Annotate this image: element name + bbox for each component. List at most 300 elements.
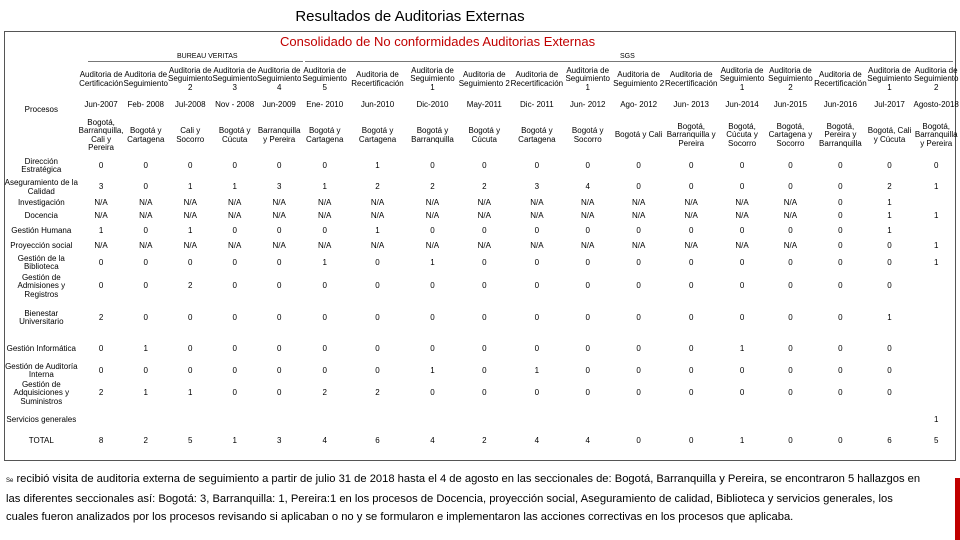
location-cell: Bogotá, Barranquilla y Pereira	[666, 122, 716, 148]
table-row	[4, 406, 960, 435]
value-cell: 2	[375, 182, 380, 192]
value-cell: 0	[143, 281, 148, 291]
value-cell: 0	[585, 281, 590, 291]
period-cell: Jul-2008	[174, 99, 206, 109]
value-cell: N/A	[318, 211, 332, 221]
value-cell: 0	[375, 258, 380, 268]
total-cell: 6	[375, 435, 380, 445]
value-cell: N/A	[425, 211, 440, 221]
process-name: Gestión de Admisiones y Registros	[17, 272, 66, 299]
period-cell: May-2011	[466, 99, 502, 109]
location-cell: Bogotá, Cúcuta y Socorro	[726, 122, 758, 148]
value-cell: 0	[534, 312, 540, 322]
audit-type-cell: Auditoria de Seguimiento	[123, 70, 168, 88]
value-cell: 0	[739, 388, 745, 398]
period-cell: Jul-2017	[874, 99, 905, 109]
value-cell: 0	[98, 366, 104, 376]
value-cell: N/A	[272, 241, 286, 251]
value-cell: 3	[534, 182, 540, 192]
period-cell: Feb- 2008	[127, 99, 164, 109]
location-cell: Bogotá y Cartagena	[306, 126, 344, 144]
location-cell: Barranquilla y Pereira	[257, 126, 301, 144]
value-cell: 0	[276, 312, 282, 322]
value-cell: 0	[276, 225, 282, 235]
sgs-label: SGS	[620, 53, 635, 60]
process-name: Investigación	[17, 197, 65, 207]
value-cell: N/A	[139, 211, 153, 221]
location-cell: Bogotá y Cúcuta	[218, 126, 251, 144]
total-cell: 0	[636, 435, 641, 445]
value-cell: 0	[788, 160, 793, 170]
audit-type-cell: Auditoria de Seguimiento 1	[719, 67, 765, 92]
location-cell: Bogotá y Cartagena	[127, 126, 165, 144]
period-cell: Jun-2010	[360, 99, 395, 109]
value-cell: N/A	[783, 211, 798, 221]
total-cell: 0	[788, 435, 793, 445]
value-cell: N/A	[370, 211, 385, 221]
value-cell: 0	[636, 258, 641, 268]
period-cell: Jun-2016	[823, 99, 858, 109]
value-cell: N/A	[272, 211, 286, 221]
value-cell: N/A	[272, 197, 286, 207]
total-cell: 2	[143, 435, 148, 445]
value-cell: 0	[739, 225, 745, 235]
value-cell: 0	[143, 366, 148, 376]
audit-type-cell: Auditoria de Recertificación	[510, 70, 564, 88]
value-cell: 1	[887, 197, 892, 207]
value-cell: 2	[430, 182, 435, 192]
value-cell	[563, 406, 612, 435]
value-cell: 0	[838, 241, 843, 251]
location-cell: Bogotá y Socorro	[571, 126, 604, 144]
value-cell	[301, 406, 348, 435]
value-cell: 0	[838, 343, 843, 353]
value-cell: N/A	[477, 197, 491, 207]
value-cell: 0	[887, 258, 892, 268]
location-cell: Bogotá, Cartagena y Socorro	[768, 122, 813, 148]
value-cell: 2	[482, 182, 487, 192]
value-cell: 0	[322, 160, 327, 170]
value-cell	[79, 406, 124, 435]
value-cell	[511, 406, 563, 435]
value-cell: 0	[232, 388, 237, 398]
footer-text: recibió visita de auditoria externa de seguimiento a partir de julio 31 de 2018 hasta el 4 de agosto en las seccionales de: Bogotá, Barranquilla y Pereira, se encontraron 5 hallazgos en las diferentes seccionales así: Bogotá: 3, Barranquilla: 1, Pereira:1 en los procesos de Docencia, proyección social, Aseguramiento de calidad, Biblioteca y servicios generales, los cuales fueron analizados por los procesos revisando si aplicaban o no y se formularon e implementaron las acciones correctivas en los procesos que aplicaba.	[6, 473, 921, 523]
value-cell: 0	[143, 258, 148, 268]
value-cell: 0	[585, 312, 590, 322]
value-cell: N/A	[783, 197, 798, 207]
value-cell: 1	[188, 225, 193, 235]
value-cell: 0	[188, 258, 193, 268]
value-cell: 0	[838, 258, 843, 268]
value-cell: 0	[838, 225, 843, 235]
location-cell: Bogotá y Cartagena	[518, 126, 556, 144]
value-cell: 1	[887, 211, 892, 221]
value-cell: N/A	[530, 241, 544, 251]
value-cell: 0	[636, 182, 641, 192]
table-row	[4, 254, 960, 273]
value-cell: 0	[887, 366, 892, 376]
audit-type-cell: Auditoria de Recertificación	[351, 70, 404, 88]
value-cell: 1	[933, 415, 939, 425]
value-cell: 0	[534, 160, 540, 170]
value-cell: 0	[276, 388, 282, 398]
value-cell: 0	[933, 160, 939, 170]
audit-type-cell: Auditoria de Seguimiento 2	[458, 70, 510, 88]
value-cell: 0	[322, 225, 327, 235]
process-name: Proyección social	[10, 241, 73, 251]
value-cell: N/A	[477, 211, 491, 221]
value-cell: 0	[482, 258, 487, 268]
total-cell: 8	[98, 435, 104, 445]
value-cell: 1	[933, 241, 939, 251]
value-cell: 0	[688, 182, 694, 192]
processes-header: Procesos	[24, 104, 58, 114]
value-cell: 0	[838, 197, 843, 207]
value-cell: N/A	[318, 197, 332, 207]
value-cell: 0	[232, 225, 237, 235]
value-cell: N/A	[631, 211, 646, 221]
value-cell: 0	[322, 343, 327, 353]
total-cell: 2	[482, 435, 487, 445]
process-name: Servicios generales	[6, 415, 77, 425]
value-cell: 0	[739, 366, 745, 376]
value-cell: 0	[838, 366, 843, 376]
table-row	[4, 179, 960, 196]
total-cell: 6	[887, 435, 892, 445]
value-cell: 0	[688, 312, 694, 322]
value-cell: 0	[232, 258, 237, 268]
value-cell: 1	[375, 225, 380, 235]
value-cell: 1	[143, 343, 148, 353]
value-cell: 0	[688, 258, 694, 268]
sgs-divider	[305, 61, 953, 62]
value-cell	[257, 406, 301, 435]
value-cell: 0	[534, 343, 540, 353]
value-cell: 0	[788, 388, 793, 398]
process-name: Aseguramiento de la Calidad	[4, 179, 78, 196]
total-cell: 4	[430, 435, 435, 445]
value-cell: 0	[143, 312, 148, 322]
value-cell: 0	[232, 160, 237, 170]
value-cell	[912, 196, 960, 210]
value-cell: 0	[788, 343, 793, 353]
footer-marker: Se	[6, 478, 14, 484]
total-cell: 4	[322, 435, 327, 445]
value-cell: 1	[933, 182, 939, 192]
value-cell: 0	[276, 258, 282, 268]
value-cell: 0	[232, 281, 237, 291]
value-cell	[168, 406, 212, 435]
value-cell: 2	[887, 182, 892, 192]
process-name: Gestión Humana	[11, 225, 72, 235]
value-cell: 0	[887, 343, 892, 353]
value-cell: 3	[276, 182, 282, 192]
value-cell: 2	[188, 281, 193, 291]
value-cell: 0	[739, 182, 745, 192]
value-cell	[458, 406, 511, 435]
value-cell: 0	[375, 281, 380, 291]
value-cell: 0	[98, 258, 104, 268]
value-cell	[912, 273, 960, 300]
value-cell: 0	[276, 281, 282, 291]
table-row	[4, 362, 960, 381]
value-cell: 1	[143, 388, 148, 398]
period-cell: Ene- 2010	[306, 99, 344, 109]
value-cell: N/A	[684, 211, 698, 221]
audit-type-cell: Auditoria de Seguimiento 2	[613, 70, 665, 88]
location-row	[4, 118, 960, 153]
value-cell: 0	[276, 366, 282, 376]
value-cell: 0	[636, 366, 641, 376]
value-cell: 0	[375, 366, 380, 376]
table-row	[4, 273, 960, 300]
value-cell: N/A	[228, 197, 242, 207]
value-cell: N/A	[94, 197, 108, 207]
value-cell: 0	[585, 366, 590, 376]
value-cell: 0	[688, 160, 694, 170]
value-cell: N/A	[183, 197, 197, 207]
value-cell: N/A	[783, 241, 798, 251]
value-cell: 0	[585, 388, 590, 398]
value-cell	[912, 300, 960, 336]
value-cell: 0	[838, 182, 843, 192]
value-cell: 1	[430, 366, 435, 376]
value-cell: N/A	[139, 197, 153, 207]
total-cell: 5	[933, 435, 939, 445]
value-cell: 0	[688, 343, 694, 353]
period-row	[4, 92, 960, 118]
value-cell: 0	[838, 211, 843, 221]
value-cell: 0	[788, 312, 793, 322]
location-cell: Bogotá y Barranquilla	[411, 126, 454, 144]
value-cell: 0	[739, 312, 745, 322]
value-cell: 0	[838, 160, 843, 170]
value-cell	[348, 406, 407, 435]
value-cell	[212, 406, 256, 435]
period-cell: Nov - 2008	[215, 99, 255, 109]
value-cell: 0	[188, 312, 193, 322]
value-cell: 0	[482, 343, 487, 353]
value-cell	[612, 406, 665, 435]
value-cell: N/A	[581, 197, 595, 207]
value-cell: 0	[188, 366, 193, 376]
value-cell: N/A	[318, 241, 332, 251]
value-cell: 0	[788, 258, 793, 268]
location-cell: Bogotá, Barranquilla y Pereira	[914, 122, 958, 148]
value-cell: 0	[838, 312, 843, 322]
bureau-veritas-label: BUREAU VERITAS	[177, 53, 238, 60]
value-cell: N/A	[581, 211, 595, 221]
value-cell: N/A	[425, 241, 440, 251]
value-cell: N/A	[370, 241, 385, 251]
value-cell	[867, 406, 913, 435]
value-cell: 0	[232, 312, 237, 322]
location-cell: Bogotá y Cali	[614, 130, 663, 140]
value-cell: 0	[688, 388, 694, 398]
value-cell: 0	[430, 281, 435, 291]
process-name: Bienestar Universitario	[19, 308, 64, 326]
value-cell: N/A	[228, 211, 242, 221]
value-cell: 0	[322, 312, 327, 322]
value-cell: 0	[276, 343, 282, 353]
value-cell: 1	[98, 225, 104, 235]
location-cell: Bogotá y Cúcuta	[468, 126, 501, 144]
value-cell: 0	[887, 241, 892, 251]
value-cell: 0	[585, 160, 590, 170]
value-cell	[407, 406, 458, 435]
value-cell: 3	[98, 182, 104, 192]
value-cell: 1	[933, 211, 939, 221]
accent-bar	[955, 478, 960, 540]
value-cell: 0	[585, 225, 590, 235]
value-cell: N/A	[735, 241, 749, 251]
value-cell: 1	[887, 225, 892, 235]
value-cell: 1	[188, 182, 193, 192]
value-cell: 0	[688, 225, 694, 235]
value-cell: 0	[534, 281, 540, 291]
value-cell: 0	[232, 366, 237, 376]
location-cell: Bogotá, Pereira y Barranquilla	[819, 122, 862, 148]
period-cell: Jun-2015	[773, 99, 808, 109]
period-cell: Agosto-2018	[913, 99, 959, 109]
value-cell: 0	[188, 160, 193, 170]
value-cell: 0	[430, 312, 435, 322]
value-cell: 0	[430, 160, 435, 170]
value-cell: 0	[482, 281, 487, 291]
value-cell: N/A	[735, 211, 749, 221]
value-cell: 0	[636, 160, 641, 170]
value-cell	[912, 336, 960, 362]
value-cell: 1	[188, 388, 193, 398]
value-cell: 0	[739, 160, 745, 170]
audit-type-cell: Auditoria de Seguimiento 2	[913, 67, 959, 92]
audit-type-cell: Auditoria de Seguimiento 1	[565, 67, 610, 92]
slide-title: Resultados de Auditorias Externas	[295, 8, 525, 25]
value-cell: 0	[636, 225, 641, 235]
value-cell: 2	[98, 388, 104, 398]
value-cell: 0	[887, 281, 892, 291]
value-cell: 0	[636, 343, 641, 353]
location-cell: Cali y Socorro	[176, 126, 205, 144]
value-cell: N/A	[183, 241, 197, 251]
table-subtitle: Consolidado de No conformidades Auditorias Externas	[280, 34, 596, 49]
value-cell: N/A	[735, 197, 749, 207]
value-cell: 0	[585, 258, 590, 268]
value-cell: 0	[788, 366, 793, 376]
period-cell: Jun-2009	[262, 99, 296, 109]
audit-type-cell: Auditoria de Seguimiento 5	[302, 67, 347, 92]
value-cell: 0	[585, 343, 590, 353]
value-cell: N/A	[684, 241, 698, 251]
total-cell: 4	[585, 435, 590, 445]
process-name: Gestión de Auditoría Interna	[5, 362, 78, 380]
value-cell: 1	[430, 258, 435, 268]
audit-type-cell: Auditoria de Seguimiento 2	[768, 67, 813, 92]
value-cell: 1	[232, 182, 237, 192]
period-cell: Jun-2007	[84, 99, 118, 109]
period-cell: Dic-2010	[416, 99, 449, 109]
value-cell: 0	[688, 281, 694, 291]
value-cell: 0	[482, 225, 487, 235]
table-row	[4, 239, 960, 254]
value-cell: 2	[375, 388, 380, 398]
process-name: Dirección Estratégica	[21, 156, 62, 175]
table-row	[4, 300, 960, 336]
value-cell	[665, 406, 717, 435]
table-row	[4, 381, 960, 406]
total-cell: 0	[688, 435, 694, 445]
bureau-divider	[88, 61, 303, 62]
period-cell: Jun- 2013	[673, 99, 710, 109]
audit-type-cell: Auditoria de Seguimiento 2	[168, 67, 213, 92]
value-cell: 0	[98, 343, 104, 353]
value-cell: 1	[322, 258, 327, 268]
period-cell: Jun-2014	[725, 99, 759, 109]
total-cell: 3	[276, 435, 282, 445]
value-cell: 0	[788, 182, 793, 192]
value-cell: 0	[276, 160, 282, 170]
nonconformities-table	[4, 67, 960, 447]
value-cell: 0	[636, 388, 641, 398]
audit-type-cell: Auditoria de Recertificación	[664, 70, 718, 88]
value-cell: N/A	[94, 211, 108, 221]
value-cell: 0	[788, 225, 793, 235]
value-cell: 1	[375, 160, 380, 170]
period-cell: Jun- 2012	[569, 99, 606, 109]
total-cell: 5	[188, 435, 193, 445]
audit-type-row	[4, 67, 960, 92]
value-cell: 1	[534, 366, 540, 376]
value-cell: N/A	[684, 197, 698, 207]
value-cell: N/A	[94, 241, 108, 251]
value-cell: 0	[430, 388, 435, 398]
process-name: Docencia	[24, 211, 58, 221]
total-cell: 0	[838, 435, 843, 445]
value-cell: 0	[482, 312, 487, 322]
location-cell: Bogotá y Cartagena	[358, 126, 397, 144]
value-cell	[912, 223, 960, 239]
period-cell: Ago- 2012	[620, 99, 658, 109]
value-cell: N/A	[425, 197, 440, 207]
value-cell: 1	[739, 343, 745, 353]
value-cell: 0	[375, 312, 380, 322]
table-row	[4, 153, 960, 179]
total-cell: 1	[232, 435, 237, 445]
value-cell: 0	[98, 281, 104, 291]
value-cell: N/A	[530, 197, 544, 207]
value-cell: 2	[98, 312, 104, 322]
value-cell: 0	[430, 225, 435, 235]
total-cell: 1	[739, 435, 745, 445]
value-cell: 0	[482, 366, 487, 376]
value-cell: N/A	[631, 241, 646, 251]
value-cell: 0	[143, 160, 148, 170]
value-cell: 0	[143, 182, 148, 192]
value-cell	[124, 406, 168, 435]
value-cell	[814, 406, 866, 435]
value-cell: 0	[788, 281, 793, 291]
value-cell: 1	[933, 258, 939, 268]
value-cell: 0	[636, 281, 641, 291]
table-row	[4, 336, 960, 362]
value-cell: 0	[838, 388, 843, 398]
value-cell	[767, 406, 815, 435]
value-cell: 1	[887, 312, 892, 322]
value-cell: 0	[143, 225, 148, 235]
value-cell: N/A	[530, 211, 544, 221]
process-name: Gestión de la Biblioteca	[17, 254, 65, 272]
value-cell: N/A	[370, 197, 385, 207]
